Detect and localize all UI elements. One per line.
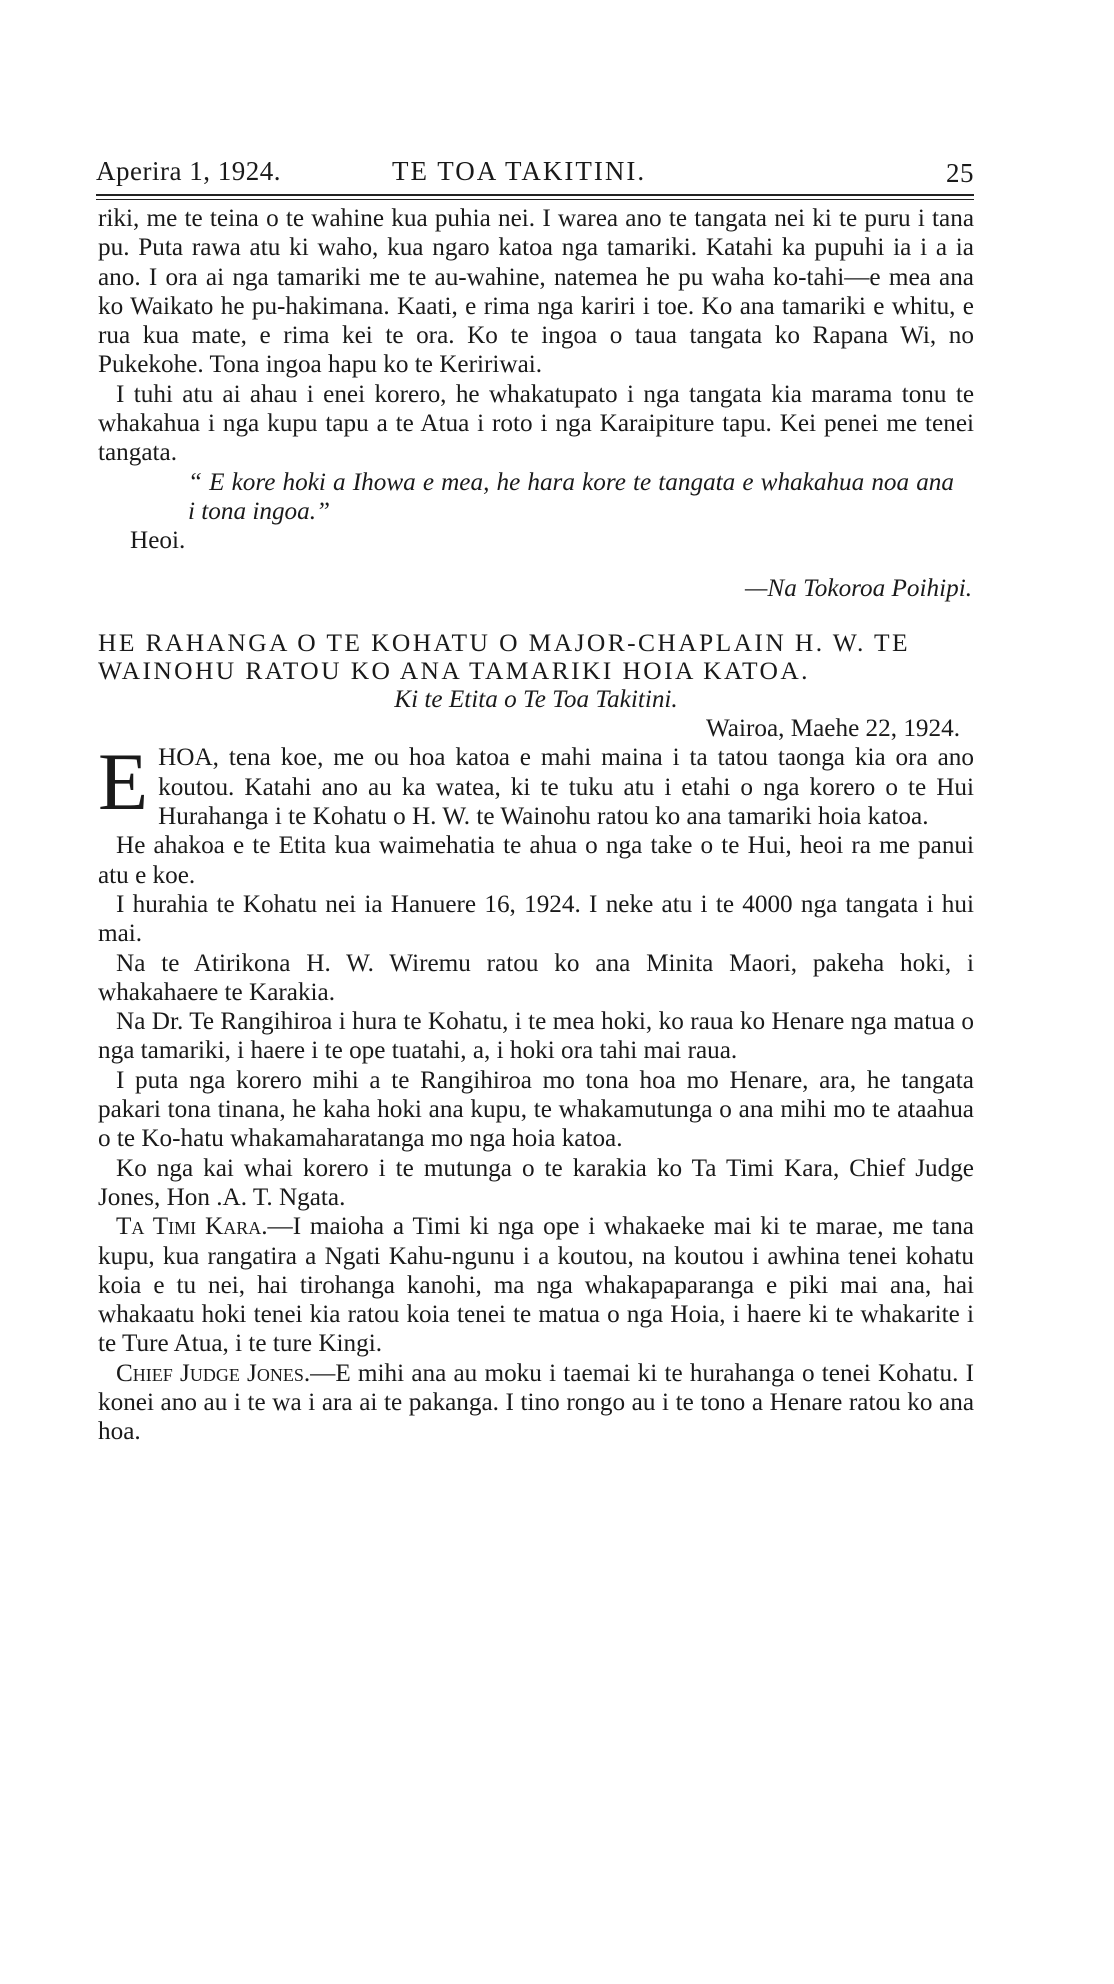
article-heading: HE RAHANGA O TE KOHATU O MAJOR-CHAPLAIN H. W. TE WAINOHU RATOU KO ANA TAMARIKI HOIA KATOA.	[98, 627, 910, 685]
author-signature: —Na Tokoroa Poihipi.	[745, 574, 972, 602]
page-body	[98, 204, 974, 1447]
article-paragraph-2: He ahakoa e te Etita kua waimehatia te ahua o nga take o te Hui, heoi ra me panui atu e koe.	[98, 832, 974, 889]
article-paragraph-7: Ko nga kai whai korero i te mutunga o te karakia ko Ta Timi Kara, Chief Judge Jones, Hon .A. T. Ngata.	[98, 1154, 974, 1211]
article-paragraph-9	[98, 1359, 974, 1447]
article-paragraph-5: Na Dr. Te Rangihiroa i hura te Kohatu, i te mea hoki, ko raua ko Henare nga matua o nga tamariki, i haere i te ope tuatahi, a, i hoki ora tahi mai raua.	[98, 1008, 974, 1065]
continued-paragraph-1: riki, me te teina o te wahine kua puhia nei. I warea ano te tangata nei ki te puru i tana pu. Puta rawa atu ki waho, kua ngaro katoa nga tamariki. Katahi ka pupuhi ia i a ia ano. I ora ai nga tamariki me te au-wahine, natemea he pu waha ko-tahi—e mea ana ko Waikato he pu-hakimana. Kaati, e rima nga kariri i toe. Ko ana tamariki e whitu, e rua kua mate, e rima kei te ora. Ko te ingoa o taua tangata ko Rapana Wi, no Pukekohe. Tona ingoa hapu ko te Keririwai.	[98, 205, 974, 379]
continued-paragraph-2: I tuhi atu ai ahau i enei korero, he whakatupato i nga tangata kia marama tonu te whakahua i nga kupu tapu a te Atua i roto i nga Karaipiture tapu. Kei penei me tenei tangata.	[98, 380, 974, 467]
drop-cap: E	[98, 736, 149, 828]
speaker-name: Ta Timi Kara.	[116, 1213, 268, 1241]
header-title: TE TOA TAKITINI.	[392, 156, 647, 186]
article-paragraph-1	[98, 736, 974, 831]
header-rule-thin	[96, 199, 974, 200]
page-header	[96, 148, 974, 192]
header-rule	[96, 194, 974, 196]
article-paragraph-1-text: HOA, tena koe, me ou hoa katoa e mahi maina i ta tatou taonga kia ora ano koutou. Katahi ano au ka watea, ki te tuku atu i etahi o nga korero o te Hui Hurahanga i te Kohatu o H. W. te Wainohu ratou ko ana tamariki hoia katoa.	[158, 744, 974, 831]
article-paragraph-4: Na te Atirikona H. W. Wiremu ratou ko ana Minita Maori, pakeha hoki, i whakahaere te Karakia.	[98, 949, 974, 1006]
page-number: 25	[946, 158, 974, 188]
article-paragraph-8	[98, 1212, 974, 1358]
speaker-name: Chief Judge Jones.	[116, 1359, 311, 1387]
speech-text: —E mihi ana au moku i taemai ki te hurahanga o tenei Kohatu. I konei ano au i te wa i ara ai te pakanga. I tino rongo au i te tono a Henare ratou ko ana hoa.	[98, 1359, 974, 1446]
closing-word: Heoi.	[130, 527, 186, 555]
addressed-to-editor: Ki te Etita o Te Toa Takitini.	[394, 685, 678, 713]
scripture-quote: “ E kore hoki a Ihowa e mea, he hara kore te tangata e whakahua noa ana i tona ingoa.”	[188, 468, 954, 525]
article-dateline: Wairoa, Maehe 22, 1924.	[706, 715, 960, 743]
header-date: Aperira 1, 1924.	[96, 156, 281, 186]
article-paragraph-3: I hurahia te Kohatu nei ia Hanuere 16, 1924. I neke atu i te 4000 nga tangata i hui mai.	[98, 890, 974, 948]
speech-text: —I maioha a Timi ki nga ope i whakaeke mai ki te marae, me tana kupu, kua rangatira a Ngati Kahu-ngunu i a koutou, na koutou i awhina tenei kohatu koia e tu nei, hai tirohanga kanohi, ma nga whakapaparanga e piki mai ana, hai whakaatu hoki tenei kia ratou koia tenei te matua o nga Hoia, i haere ki te whakarite i te Ture Atua, i te ture Kingi.	[98, 1213, 974, 1358]
article-paragraph-6: I puta nga korero mihi a te Rangihiroa mo tona hoa mo Henare, ara, he tangata pakari tona tinana, he kaha hoki ana kupu, te whakamutunga o ana mihi mo te ataahua o te Ko-hatu whakamaharatanga mo nga hoia katoa.	[98, 1066, 974, 1153]
